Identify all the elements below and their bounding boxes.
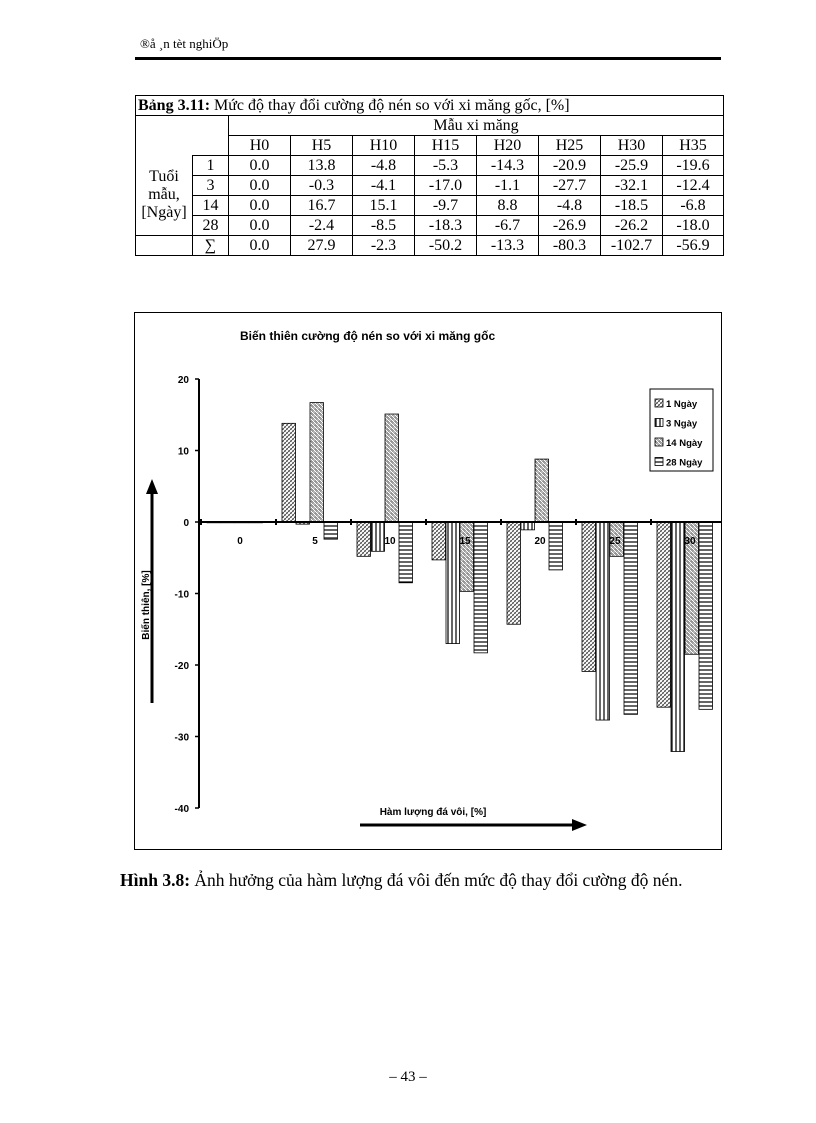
table-cell: -6.7 <box>477 216 539 236</box>
bar <box>549 522 563 570</box>
table-cell: 8.8 <box>477 196 539 216</box>
chart-title: Biến thiên cường độ nén so với xi măng gốc <box>240 329 496 343</box>
y-tick-label: -20 <box>174 661 189 672</box>
table-cell: 0.0 <box>229 196 291 216</box>
group-header: Mẫu xi măng <box>229 116 724 136</box>
y-tick-label: -40 <box>174 804 189 815</box>
table-cell: -26.2 <box>601 216 663 236</box>
bar <box>282 423 296 522</box>
table-cell: -8.5 <box>353 216 415 236</box>
table-cell: -18.0 <box>663 216 724 236</box>
column-header: H35 <box>663 136 724 156</box>
sum-cell: -2.3 <box>353 236 415 256</box>
y-tick-label: -10 <box>174 589 189 601</box>
legend-swatch <box>655 399 663 407</box>
sum-cell: -56.9 <box>663 236 724 256</box>
table-cell: -20.9 <box>539 156 601 176</box>
table-row <box>136 216 724 236</box>
sum-cell: 27.9 <box>291 236 353 256</box>
bar <box>371 522 385 551</box>
bar <box>432 522 446 560</box>
table-cell: -9.7 <box>415 196 477 216</box>
column-header-row <box>136 136 724 156</box>
row-group-label-line: [Ngày] <box>141 204 187 222</box>
table-corner-cell <box>136 116 229 136</box>
table-row <box>136 176 724 196</box>
x-tick-label: 10 <box>384 536 396 547</box>
bar <box>385 414 399 522</box>
table-cell: 0.0 <box>229 216 291 236</box>
row-group-label-line: mẫu, <box>148 186 180 204</box>
y-arrow-head <box>146 479 158 494</box>
age-cell: 28 <box>193 216 229 236</box>
table-row <box>136 196 724 216</box>
y-tick-label: 10 <box>177 446 189 458</box>
chart-frame <box>134 312 722 850</box>
row-group-label-line: Tuổi <box>149 168 179 186</box>
bar <box>657 522 671 707</box>
table-cell: -4.8 <box>539 196 601 216</box>
table-cell: -25.9 <box>601 156 663 176</box>
x-tick-label: 15 <box>459 536 471 547</box>
age-cell: 3 <box>193 176 229 196</box>
table-cell: -5.3 <box>415 156 477 176</box>
table-cell: -18.5 <box>601 196 663 216</box>
sum-cell: -50.2 <box>415 236 477 256</box>
bar <box>699 522 713 709</box>
bar <box>310 403 324 522</box>
sum-cell: 0.0 <box>229 236 291 256</box>
bar <box>446 522 460 644</box>
sum-cell: -102.7 <box>601 236 663 256</box>
table-cell: 0.0 <box>229 176 291 196</box>
bar <box>324 522 338 539</box>
bar <box>582 522 596 671</box>
x-tick-label: 25 <box>609 536 621 547</box>
sum-symbol: ∑ <box>193 236 229 256</box>
sum-row <box>136 236 724 256</box>
running-header: ®å ¸n tèt nghiÖp <box>140 36 229 51</box>
table-cell: -17.0 <box>415 176 477 196</box>
table-cell: -18.3 <box>415 216 477 236</box>
table-caption: Bảng 3.11: Mức độ thay đổi cường độ nén so với xi măng gốc, [%] <box>136 96 724 116</box>
x-tick-label: 0 <box>237 536 243 547</box>
bar <box>535 459 549 522</box>
column-header: H30 <box>601 136 663 156</box>
column-header: H25 <box>539 136 601 156</box>
sum-blank-cell <box>136 236 193 256</box>
table-cell: 15.1 <box>353 196 415 216</box>
table-cell: -0.3 <box>291 176 353 196</box>
legend-label: 14 Ngày <box>666 438 703 449</box>
x-tick-label: 20 <box>534 536 546 547</box>
x-tick-label: 30 <box>684 536 696 547</box>
column-header: H10 <box>353 136 415 156</box>
column-header: H0 <box>229 136 291 156</box>
table-cell: -1.1 <box>477 176 539 196</box>
legend-swatch <box>655 438 663 446</box>
table-row <box>136 156 724 176</box>
table-cell: -4.8 <box>353 156 415 176</box>
page-number: – 43 – <box>389 1069 427 1085</box>
bar <box>596 522 610 720</box>
table-cell: -12.4 <box>663 176 724 196</box>
bar <box>460 522 474 591</box>
x-axis-label: Hàm lượng đá vôi, [%] <box>379 807 487 818</box>
sum-cell: -13.3 <box>477 236 539 256</box>
x-tick-label: 5 <box>312 536 318 547</box>
bar <box>399 522 413 583</box>
legend-label: 1 Ngày <box>666 399 698 410</box>
figure-caption: Hình 3.8: Ảnh hưởng của hàm lượng đá vôi đến mức độ thay đổi cường độ nén. <box>120 870 683 890</box>
x-arrow-head <box>572 819 587 831</box>
table-cell: -6.8 <box>663 196 724 216</box>
bar <box>521 522 535 530</box>
bar-chart <box>135 313 721 849</box>
table-cell: -19.6 <box>663 156 724 176</box>
age-cell: 1 <box>193 156 229 176</box>
table-cell: -27.7 <box>539 176 601 196</box>
column-header: H15 <box>415 136 477 156</box>
legend-label: 3 Ngày <box>666 418 698 430</box>
bar <box>474 522 488 653</box>
table-cell: -32.1 <box>601 176 663 196</box>
column-header: H20 <box>477 136 539 156</box>
row-group-label <box>136 156 193 236</box>
header-rule <box>135 57 721 60</box>
table-cell: 16.7 <box>291 196 353 216</box>
table-cell: -4.1 <box>353 176 415 196</box>
bar <box>624 522 638 714</box>
table-cell: -14.3 <box>477 156 539 176</box>
table-cell: -2.4 <box>291 216 353 236</box>
legend-swatch <box>655 458 663 466</box>
table-cell: -26.9 <box>539 216 601 236</box>
table-cell: 0.0 <box>229 156 291 176</box>
sum-cell: -80.3 <box>539 236 601 256</box>
y-tick-label: 20 <box>177 375 189 386</box>
data-table <box>135 95 724 256</box>
bar <box>671 522 685 752</box>
bar <box>507 522 521 624</box>
column-header: H5 <box>291 136 353 156</box>
legend-label: 28 Ngày <box>666 457 703 469</box>
y-axis-label: Biến thiên, [%] <box>141 570 152 640</box>
age-cell: 14 <box>193 196 229 216</box>
table-corner-cell <box>136 136 229 156</box>
legend-swatch <box>655 419 663 427</box>
bar <box>357 522 371 556</box>
y-tick-label: 0 <box>183 518 189 529</box>
table-cell: 13.8 <box>291 156 353 176</box>
y-tick-label: -30 <box>174 732 189 744</box>
